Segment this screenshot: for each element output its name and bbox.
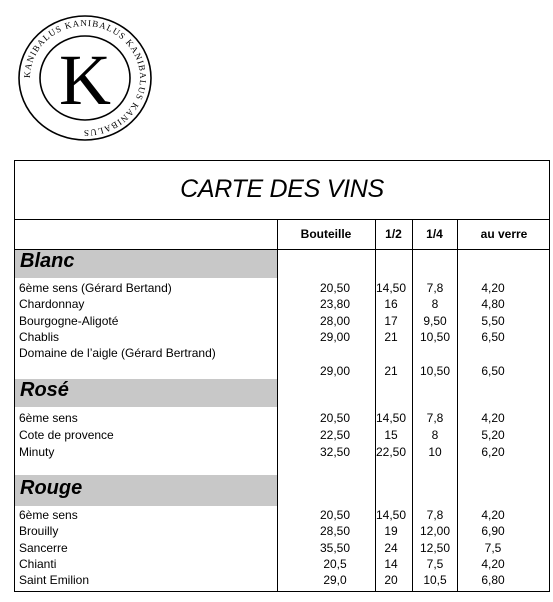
price-half: 14,50 [375,508,407,522]
wine-name: 6ème sens (Gérard Bertand) [19,281,172,295]
price-bouteille: 20,50 [319,281,351,295]
wine-name: Chardonnay [19,297,85,311]
table-row [15,296,549,312]
wine-name: Sancerre [19,541,68,555]
price-quarter: 8 [431,428,439,442]
table-row [15,345,549,361]
wine-list-table [14,160,550,592]
price-half: 21 [384,330,398,344]
price-verre: 4,80 [481,297,505,311]
price-half: 20 [384,573,398,587]
table-row [15,410,549,426]
table-row [15,556,549,572]
table-row [15,507,549,523]
wine-name: 6ème sens [19,411,78,425]
price-half: 19 [384,524,398,538]
price-half: 22,50 [375,445,407,459]
section-title: Rosé [20,379,69,401]
wine-name: Saint Emilion [19,573,90,587]
price-quarter: 10,5 [423,573,447,587]
section-header-blanc [15,250,277,278]
table-row [15,313,549,329]
price-verre: 5,50 [481,314,505,328]
price-quarter: 7,8 [426,411,444,425]
price-half: 16 [384,297,398,311]
price-verre: 4,20 [481,411,505,425]
price-half: 24 [384,541,398,555]
price-verre: 4,20 [481,281,505,295]
price-quarter: 10,50 [419,364,451,378]
price-bouteille: 22,50 [319,428,351,442]
table-row [15,363,549,379]
price-verre: 4,20 [481,557,505,571]
price-verre: 6,80 [481,573,505,587]
wine-name: Cote de provence [19,428,114,442]
table-row [15,572,549,588]
price-quarter: 10 [428,445,442,459]
price-verre: 4,20 [481,508,505,522]
price-quarter: 9,50 [423,314,447,328]
column-header-bouteille: Bouteille [300,227,352,241]
price-half: 14 [384,557,398,571]
price-quarter: 7,5 [426,557,444,571]
price-verre: 7,5 [484,541,502,555]
kanibalus-logo [16,12,154,144]
price-bouteille: 32,50 [319,445,351,459]
price-bouteille: 20,50 [319,411,351,425]
wine-name: Domaine de l’aigle (Gérard Bertrand) [19,346,216,360]
table-row [15,540,549,556]
table-row [15,523,549,539]
price-bouteille: 29,0 [323,573,347,587]
table-row [15,329,549,345]
wine-name: Brouilly [19,524,59,538]
column-header-verre: au verre [480,227,528,241]
price-verre: 6,90 [481,524,505,538]
wine-name: Bourgogne-Aligoté [19,314,119,328]
price-quarter: 12,50 [419,541,451,555]
wine-name: Chianti [19,557,57,571]
column-header-half: 1/2 [385,227,402,241]
price-quarter: 8 [431,297,439,311]
column-header-quarter: 1/4 [426,227,443,241]
price-bouteille: 29,00 [319,330,351,344]
wine-name: Minuty [19,445,55,459]
wine-name: Chablis [19,330,60,344]
price-verre: 6,50 [481,364,505,378]
table-row [15,444,549,460]
price-quarter: 7,8 [426,281,444,295]
price-verre: 6,20 [481,445,505,459]
price-bouteille: 29,00 [319,364,351,378]
price-verre: 6,50 [481,330,505,344]
price-bouteille: 35,50 [319,541,351,555]
section-header-rouge [15,475,277,506]
wine-name: 6ème sens [19,508,78,522]
price-half: 21 [384,364,398,378]
section-header-rose [15,379,277,407]
price-quarter: 12,00 [419,524,451,538]
page-title: CARTE DES VINS [180,175,384,203]
logo-ring-text: KANIBALUS KANIBALUS KANIBALUS KANIBALUS [21,17,149,139]
table-row [15,427,549,443]
price-quarter: 10,50 [419,330,451,344]
price-bouteille: 23,80 [319,297,351,311]
price-half: 14,50 [375,411,407,425]
price-half: 14,50 [375,281,407,295]
price-bouteille: 28,00 [319,314,351,328]
section-title: Rouge [20,477,83,499]
price-quarter: 7,8 [426,508,444,522]
price-bouteille: 28,50 [319,524,351,538]
price-bouteille: 20,5 [323,557,347,571]
logo-letter: K [59,40,111,120]
price-half: 17 [384,314,398,328]
table-row [15,280,549,296]
price-bouteille: 20,50 [319,508,351,522]
price-verre: 5,20 [481,428,505,442]
section-title: Blanc [20,250,75,272]
price-half: 15 [384,428,398,442]
title-divider [15,219,549,220]
